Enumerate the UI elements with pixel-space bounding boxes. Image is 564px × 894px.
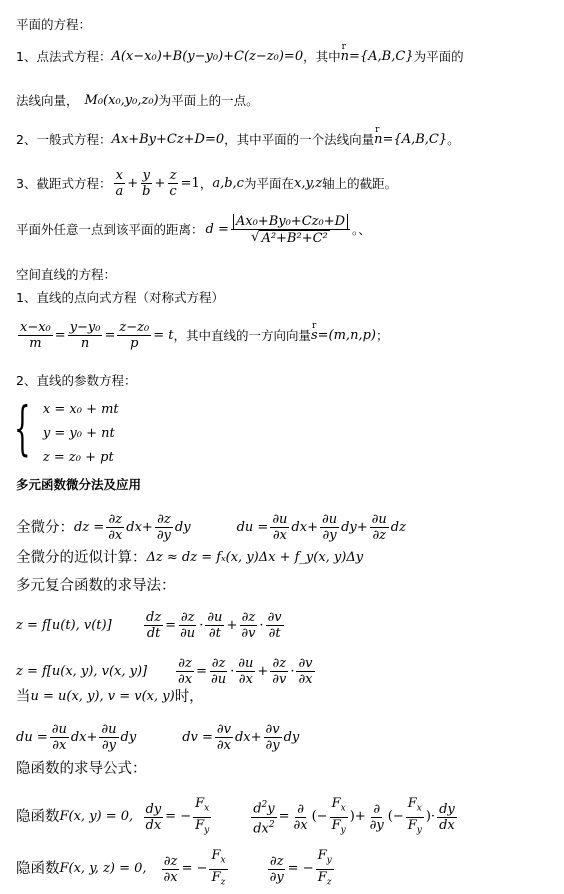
sym-vector: r s=(m,n,p) xyxy=(311,327,376,345)
implicit-1-line: 隐函数 F(x, y) = 0, $\frac{dy}{dx}$ = − $\frac{F_x}{F_y}$ $\frac{d^2y}{dx^2}$ = $\frac{\partial}{\partial x}$ (− $\frac{F_x}{F_y}$ )+ $\frac{\partial}{\partial y}$ (− $\frac{F_x}{F_y}$ )· $\frac{dy}{dx}$ xyxy=(16,796,459,838)
implicit-2-line: 隐函数 F(x, y, z) = 0, $\frac{\partial z}{\partial x}$ = − $\frac{F_x}{F_z}$ $\frac{\partial z}{\partial y}$ = − $\frac{F_y}{F_z}$ xyxy=(16,848,336,890)
du-dy-frac: $\frac{\partial u}{\partial y}$ xyxy=(321,512,338,543)
pz-px: $\frac{\partial z}{\partial x}$ xyxy=(178,656,193,687)
multivar-title: 多元函数微分法及应用 xyxy=(16,477,142,492)
total-diff-line: 全微分： dz = $\frac{\partial z}{\partial x}$ dx + $\frac{\partial z}{\partial y}$ dy du = $\frac{\partial u}{\partial x}$ dx + $\frac{\partial u}{\partial y}$ dy + $\frac{\partial u}{\partial z}$ dz xyxy=(16,512,406,543)
pu-py: $\frac{\partial u}{\partial y}$ xyxy=(101,722,117,753)
param-eq-z: z = z₀ + pt xyxy=(42,450,114,465)
dy-dx-2: $\frac{dy}{dx}$ xyxy=(439,801,455,833)
pu-px: $\frac{\partial u}{\partial x}$ xyxy=(238,656,254,687)
general-vector: r n={A,B,C} xyxy=(374,131,447,149)
plane-title: 平面的方程： xyxy=(16,17,92,32)
pz-px-3: $\frac{\partial z}{\partial x}$ xyxy=(163,853,178,885)
partial-x: $\frac{\partial}{\partial x}$ xyxy=(293,801,308,833)
point-normal-label: 1、点法式方程： xyxy=(16,49,112,64)
sym-frac-z: $\frac{\text{z−z₀}}{p}$ xyxy=(119,320,150,351)
pz-pv: $\frac{\partial z}{\partial v}$ xyxy=(241,610,256,641)
left-brace: { xyxy=(14,394,31,462)
distance-denominator: A²+B²+C² xyxy=(261,231,328,246)
dz-dy-frac: $\frac{\partial z}{\partial y}$ xyxy=(156,512,171,543)
intercept-tail: 轴上的截距。 xyxy=(322,175,398,191)
fx-fy-2: $\frac{F_x}{F_y}$ xyxy=(331,796,346,836)
symmetric-label: 1、直线的点向式方程（对称式方程） xyxy=(16,290,224,305)
pz-pv-2: $\frac{\partial z}{\partial v}$ xyxy=(272,656,287,687)
param-system xyxy=(14,394,119,468)
fx-fy: $\frac{F_x}{F_y}$ xyxy=(195,796,210,836)
param-label: 2、直线的参数方程： xyxy=(16,373,137,388)
point-normal-where: ，其中 xyxy=(303,49,341,64)
fx-fz: $\frac{F_x}{F_z}$ xyxy=(211,848,226,888)
du-dv-line: du = $\frac{\partial u}{\partial x}$ dx + $\frac{\partial u}{\partial y}$ dy dv = $\frac{\partial v}{\partial x}$ dx + $\frac{\partial v}{\partial y}$ dy xyxy=(16,722,300,753)
pz-pu-2: $\frac{\partial z}{\partial u}$ xyxy=(210,656,227,687)
pv-px-2: $\frac{\partial v}{\partial x}$ xyxy=(216,722,231,753)
point-normal-formula: A(x−x₀)+B(y−y₀)+C(z−z₀)=0 xyxy=(111,49,304,64)
distance-line xyxy=(16,214,371,246)
line-title: 空间直线的方程： xyxy=(16,267,117,282)
composite-2-line: z = f[u(x, y), v(x, y)] $\frac{\partial z}{\partial x}$ = $\frac{\partial z}{\partial u}$ · $\frac{\partial u}{\partial x}$ + $\frac{\partial z}{\partial v}$ · $\frac{\partial v}{\partial x}$ xyxy=(16,656,313,687)
distance-numerator: Ax₀+By₀+Cz₀+D xyxy=(233,214,348,229)
point-normal-vector: r n={A,B,C} xyxy=(341,48,414,66)
point-normal-line xyxy=(16,48,464,66)
when-suffix: 时， xyxy=(174,689,204,705)
implicit-title: 隐函数的求导公式： xyxy=(16,761,147,777)
sym-eq-t: = t xyxy=(153,327,174,343)
dy-dx: $\frac{dy}{dx}$ xyxy=(145,801,162,833)
fy-fz: $\frac{F_y}{F_z}$ xyxy=(317,848,332,888)
distance-lhs: d = xyxy=(205,222,229,237)
distance-label: 平面外任意一点到该平面的距离： xyxy=(16,222,204,237)
sym-frac-y: $\frac{\text{y−y₀}}{n}$ xyxy=(69,320,101,351)
when-formula: u = u(x, y), v = v(x, y) xyxy=(30,689,175,704)
distance-end: 。、 xyxy=(352,222,371,237)
du-dz-frac: $\frac{\partial u}{\partial z}$ xyxy=(371,512,387,543)
point-m0-tail: 为平面上的一点。 xyxy=(158,93,259,108)
pv-py: $\frac{\partial v}{\partial y}$ xyxy=(265,722,280,753)
intercept-eq: =1 xyxy=(180,175,200,191)
composite-1-lhs: z = f[u(t), v(t)] xyxy=(16,617,112,633)
d2y-dx2: $\frac{d^2y}{dx^2}$ xyxy=(253,800,275,836)
frac-y-b: $\frac{y}{b}$ xyxy=(142,168,151,199)
intercept-mid: 为平面在 xyxy=(243,175,294,191)
normal-vector-line xyxy=(16,92,259,110)
dz-lhs: dz = xyxy=(74,519,105,535)
du-lhs: du = xyxy=(236,519,269,535)
sym-end: ； xyxy=(375,327,389,343)
param-eq-x: x = x₀ + mt xyxy=(42,402,119,417)
intercept-label: 3、截距式方程： xyxy=(16,175,112,191)
implicit-1-label: 隐函数 xyxy=(16,809,60,826)
frac-x-a: $\frac{x}{a}$ xyxy=(115,168,124,199)
dz-dx-frac: $\frac{\partial z}{\partial x}$ xyxy=(108,512,123,543)
pu-pt: $\frac{\partial u}{\partial t}$ xyxy=(207,610,223,641)
general-formula: Ax+By+Cz+D=0 xyxy=(111,132,225,147)
when-line xyxy=(16,688,204,706)
general-end: 。 xyxy=(447,132,460,147)
pv-pt: $\frac{\partial v}{\partial t}$ xyxy=(267,610,282,641)
pv-px: $\frac{\partial v}{\partial x}$ xyxy=(298,656,313,687)
approx-formula: Δz ≈ dz = fₓ(x, y)Δx + f_y(x, y)Δy xyxy=(146,550,364,565)
approx-line xyxy=(16,549,363,567)
fx-fy-3: $\frac{F_x}{F_y}$ xyxy=(407,796,422,836)
distance-fraction: Ax₀+By₀+Cz₀+D √ A²+B²+C² xyxy=(231,214,350,246)
frac-z-c: $\frac{z}{c}$ xyxy=(169,168,177,199)
total-label: 全微分： xyxy=(16,519,74,536)
pu-px-2: $\frac{\partial u}{\partial x}$ xyxy=(51,722,67,753)
general-label: 2、一般式方程： xyxy=(16,132,112,147)
composite-2-lhs: z = f[u(x, y), v(x, y)] xyxy=(16,663,148,679)
sym-where: ，其中直线的一方向向量 xyxy=(173,327,311,343)
param-eq-y: y = y₀ + nt xyxy=(42,426,115,441)
when-prefix: 当 xyxy=(16,689,31,705)
point-normal-tail: 为平面的 xyxy=(413,49,464,64)
intercept-xyz: x,y,z xyxy=(293,175,323,191)
partial-y: $\frac{\partial}{\partial y}$ xyxy=(369,801,384,833)
composite-label: 多元复合函数的求导法： xyxy=(16,578,176,594)
pz-py: $\frac{\partial z}{\partial y}$ xyxy=(269,853,284,885)
pz-pu: $\frac{\partial z}{\partial u}$ xyxy=(180,610,196,641)
normal-vector-text: 法线向量， xyxy=(16,93,79,108)
general-where: ，其中平面的一个法线向量 xyxy=(224,132,375,147)
general-line xyxy=(16,131,460,149)
symmetric-formula-line: $\frac{\text{x−x₀}}{m}$ = $\frac{\text{y−y₀}}{n}$ = $\frac{\text{z−z₀}}{p}$ = t ，其中直线的一方向向量 r s=(m,n,p) ； xyxy=(16,320,388,351)
implicit-2-label: 隐函数 xyxy=(16,861,60,878)
dz-dt: $\frac{dz}{dt}$ xyxy=(146,610,162,641)
approx-label: 全微分的近似计算： xyxy=(16,550,147,566)
intercept-line: 3、截距式方程： $\frac{x}{a}$ + $\frac{y}{b}$ + $\frac{z}{c}$ =1 ， a,b,c 为平面在 x,y,z 轴上的截距。 xyxy=(16,168,398,199)
sym-frac-x: $\frac{\text{x−x₀}}{m}$ xyxy=(20,320,51,351)
composite-1-line: z = f[u(t), v(t)] $\frac{dz}{dt}$ = $\frac{\partial z}{\partial u}$ · $\frac{\partial u}{\partial t}$ + $\frac{\partial z}{\partial v}$ · $\frac{\partial v}{\partial t}$ xyxy=(16,610,282,641)
point-m0: M₀(x₀,y₀,z₀) xyxy=(84,93,159,108)
intercept-abc: a,b,c xyxy=(212,175,244,191)
du-dx-frac: $\frac{\partial u}{\partial x}$ xyxy=(272,512,288,543)
implicit-1-f: F(x, y) = 0, xyxy=(59,809,134,825)
implicit-2-f: F(x, y, z) = 0, xyxy=(59,861,147,877)
